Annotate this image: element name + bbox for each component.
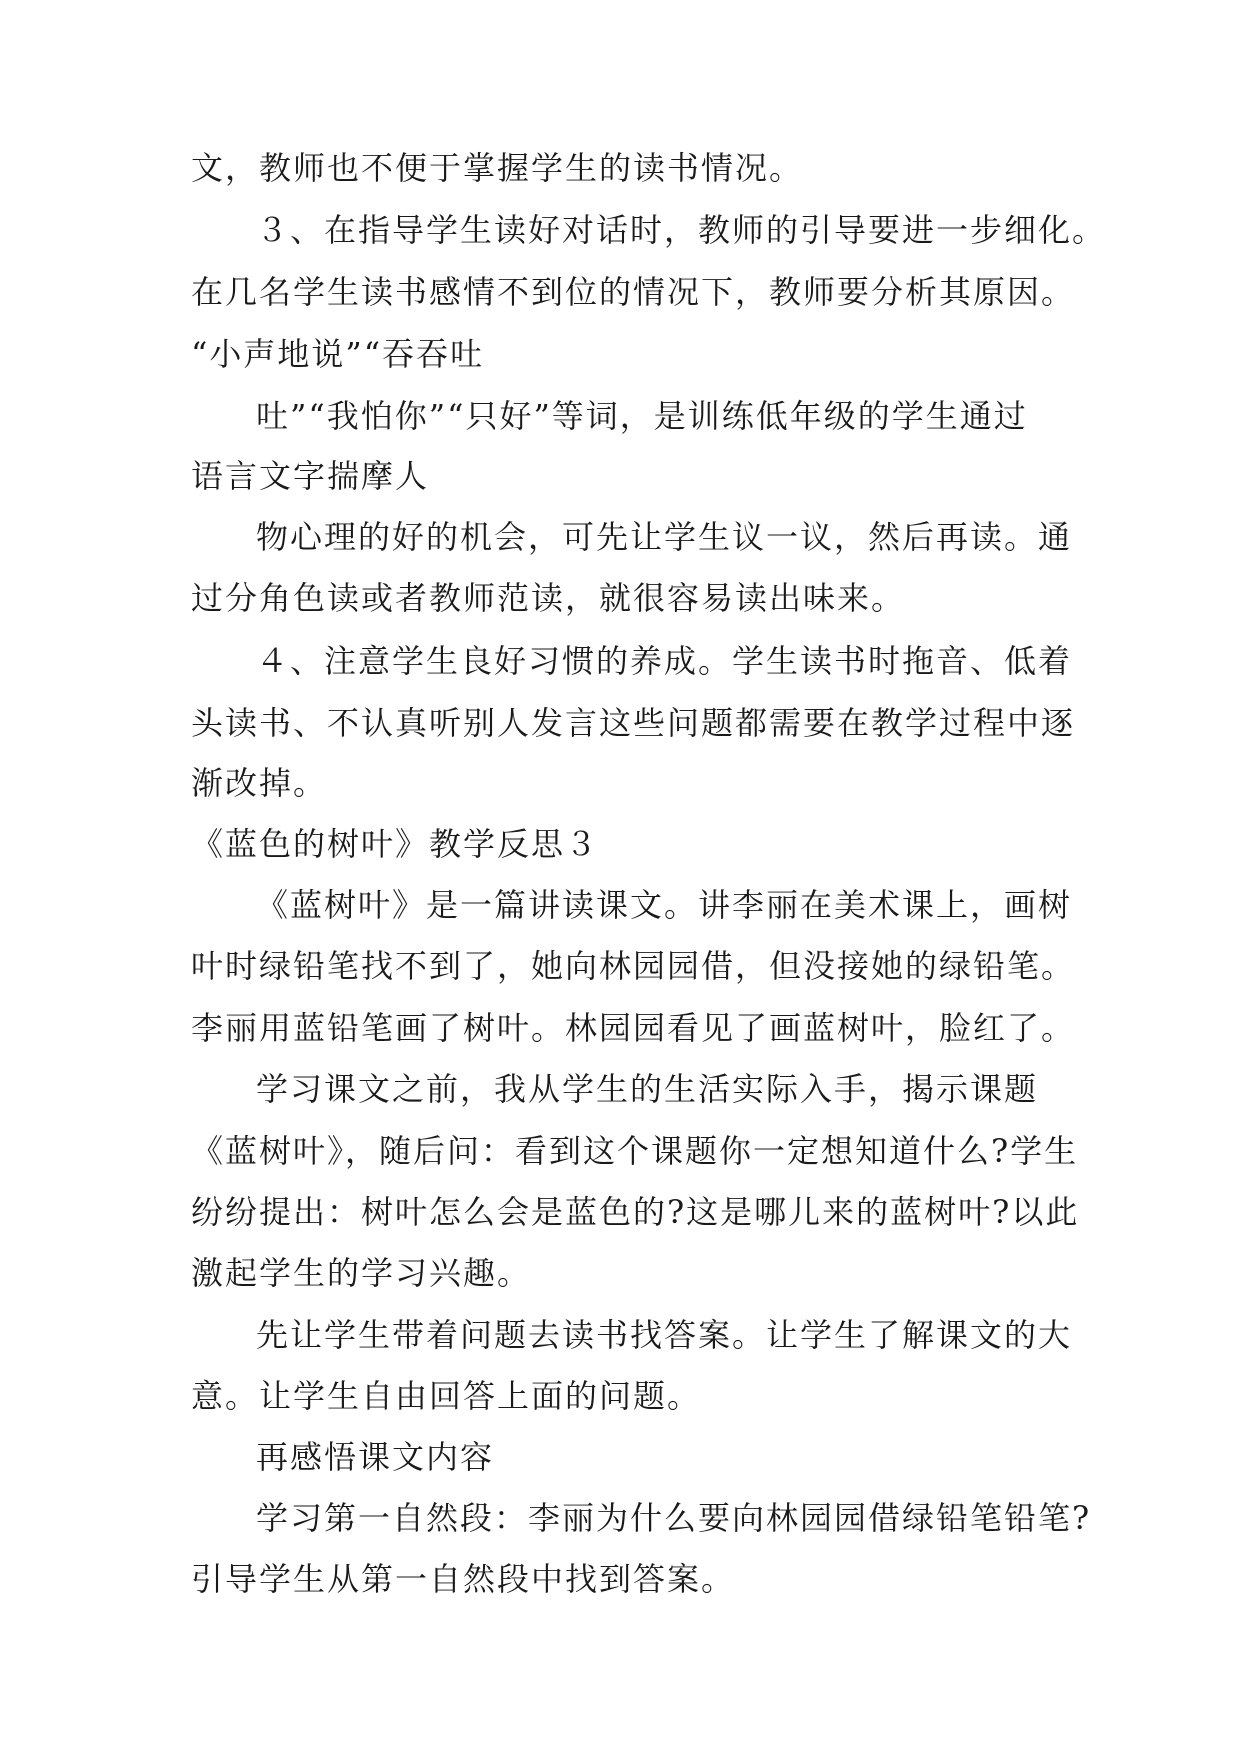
text-line: ３、在指导学生读好对话时，教师的引导要进一步细化。 — [256, 211, 1107, 249]
section-heading: 《蓝色的树叶》教学反思３ — [191, 825, 600, 863]
text-line: 语言文字揣摩人 — [191, 457, 430, 495]
text-line: 头读书、不认真听别人发言这些问题都需要在教学过程中逐 — [191, 704, 1076, 742]
text-line: 引导学生从第一自然段中找到答案。 — [191, 1560, 736, 1598]
text-line: 渐改掉。 — [191, 764, 328, 802]
text-line: 激起学生的学习兴趣。 — [191, 1254, 532, 1292]
text-line: 纷纷提出：树叶怎么会是蓝色的?这是哪儿来的蓝树叶?以此 — [191, 1193, 1080, 1231]
text-line: 学习第一自然段：李丽为什么要向林园园借绿铅笔铅笔? — [256, 1499, 1092, 1537]
text-line: 再感悟课文内容 — [256, 1438, 495, 1476]
text-line: 物心理的好的机会，可先让学生议一议，然后再读。通 — [256, 518, 1073, 556]
text-line: 李丽用蓝铅笔画了树叶。林园园看见了画蓝树叶，脸红了。 — [191, 1009, 1076, 1047]
text-line: 过分角色读或者教师范读，就很容易读出味来。 — [191, 579, 906, 617]
text-line: 吐”“我怕你”“只好”等词，是训练低年级的学生通过 — [256, 397, 1028, 435]
text-line: 意。让学生自由回答上面的问题。 — [191, 1377, 702, 1415]
text-line: “小声地说”“吞吞吐 — [191, 335, 485, 373]
text-line: 学习课文之前，我从学生的生活实际入手，揭示课题 — [256, 1070, 1039, 1108]
text-line: 《蓝树叶》，随后问：看到这个课题你一定想知道什么?学生 — [191, 1132, 1079, 1170]
text-line: 《蓝树叶》是一篇讲读课文。讲李丽在美术课上，画树 — [256, 886, 1073, 924]
text-line: 在几名学生读书感情不到位的情况下，教师要分析其原因。 — [191, 273, 1076, 311]
text-line: 先让学生带着问题去读书找答案。让学生了解课文的大 — [256, 1316, 1073, 1354]
text-line: 文，教师也不便于掌握学生的读书情况。 — [191, 149, 804, 187]
text-line: 叶时绿铅笔找不到了，她向林园园借，但没接她的绿铅笔。 — [191, 947, 1076, 985]
text-line: ４、注意学生良好习惯的养成。学生读书时拖音、低着 — [256, 642, 1073, 680]
